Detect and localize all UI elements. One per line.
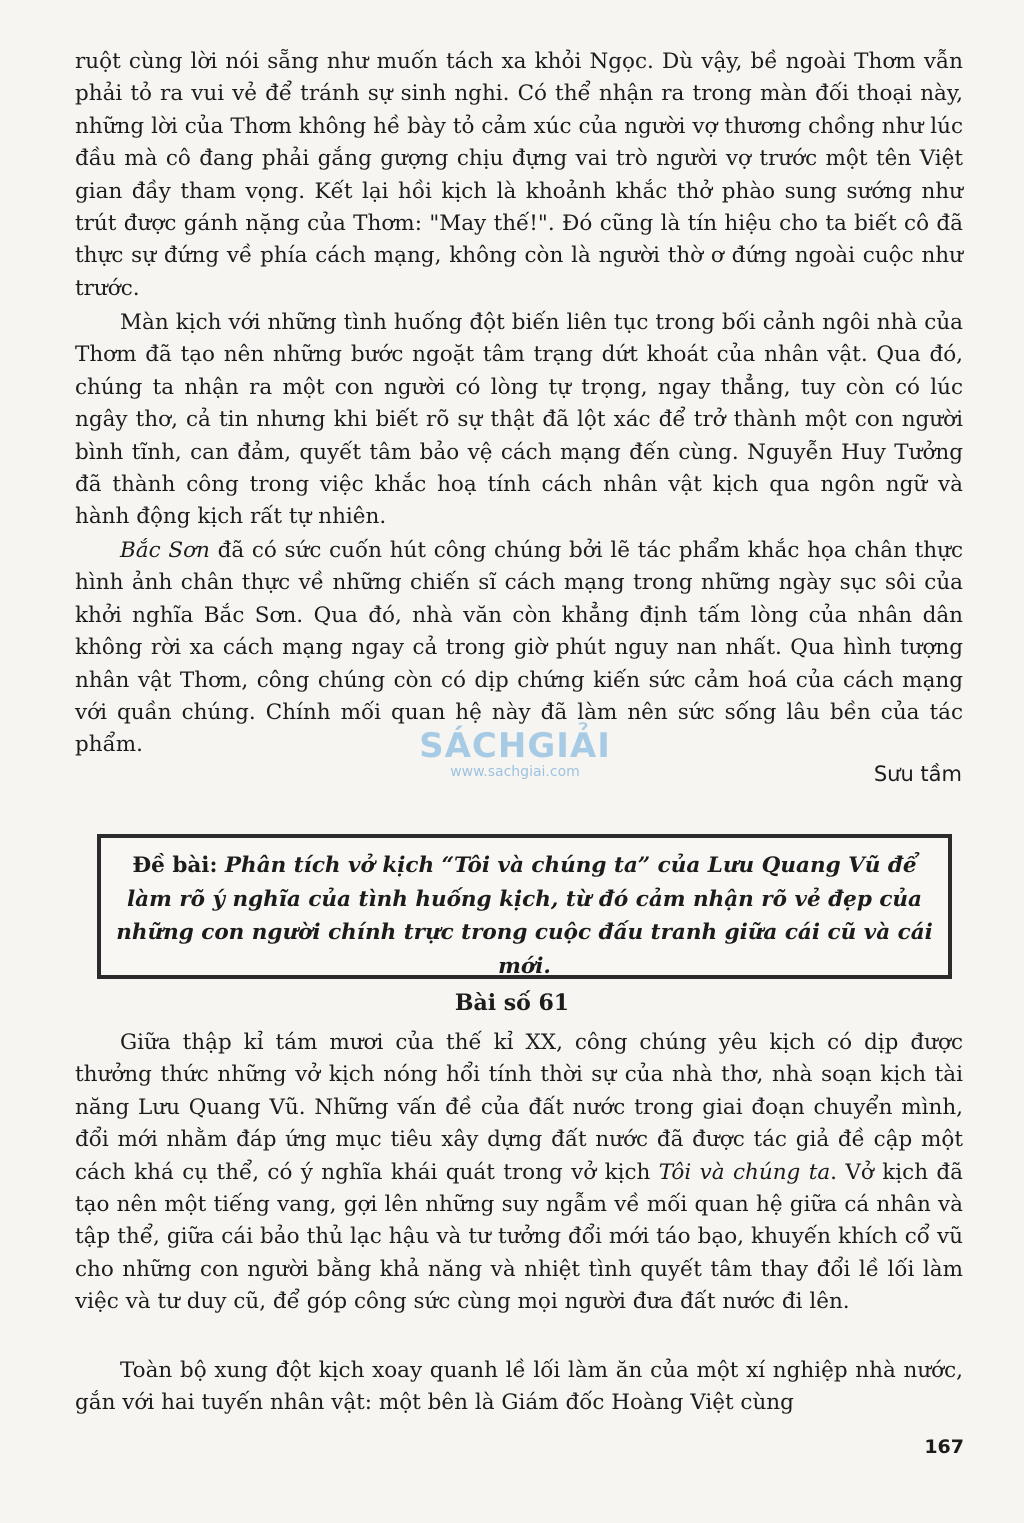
assignment-prompt-box	[97, 834, 952, 979]
page-number: 167	[924, 1436, 964, 1458]
paragraph-5	[75, 1027, 963, 1319]
paragraph-6: Toàn bộ xung đột kịch xoay quanh lề lối làm ăn của một xí nghiệp nhà nước, gắn với hai tuyến nhân vật: một bên là Giám đốc Hoàng Việt cùng	[75, 1358, 963, 1416]
source-note: Sưu tầm	[873, 762, 962, 786]
work-title-toi-va-chung-ta: Tôi và chúng ta	[658, 1159, 831, 1185]
section-title: Bài số 61	[454, 990, 570, 1016]
prompt-label: Đề bài:	[132, 853, 218, 878]
work-title-bac-son: Bắc Sơn	[120, 538, 210, 563]
watermark-url: www.sachgiai.com	[450, 764, 580, 780]
watermark-brand: SÁCHGIẢI	[419, 726, 611, 766]
prompt-body: Phân tích vở kịch “Tôi và chúng ta” của Lưu Quang Vũ để làm rõ ý nghĩa của tình huống kịch, từ đó cảm nhận rõ vẻ đẹp của những con người chính trực trong cuộc đấu tranh giữa cái cũ và cái mới.	[116, 853, 933, 979]
paragraph-5-part-a: Giữa thập kỉ tám mươi của thế kỉ XX, công chúng yêu kịch có dịp được thưởng thức những vở kịch nóng hổi tính thời sự của nhà thơ, nhà soạn kịch tài năng Lưu Quang Vũ. Những vấn đề của đất nước trong giai đoạn chuyển mình, đổi mới nhằm đáp ứng mục tiêu xây dựng đất nước đã được tác giả đề cập một cách khá cụ thể, có ý nghĩa khái quát trong vở kịch	[75, 1030, 963, 1185]
watermark-logo	[410, 726, 620, 780]
paragraph-3-body: đã có sức cuốn hút công chúng bởi lẽ tác phẩm khắc họa chân thực hình ảnh chân thực về những chiến sĩ cách mạng trong những ngày sục sôi của khởi nghĩa Bắc Sơn. Qua đó, nhà văn còn khẳng định tấm lòng của nhân dân không rời xa cách mạng ngay cả trong giờ phút nguy nan nhất. Qua hình tượng nhân vật Thơm, công chúng còn có dịp chứng kiến sức cảm hoá của cách mạng với quần chúng. Chính mối quan hệ này đã làm nên sức sống lâu bền của tác phẩm.	[75, 538, 963, 758]
paragraph-2: Màn kịch với những tình huống đột biến liên tục trong bối cảnh ngôi nhà của Thơm đã tạo nên những bước ngoặt tâm trạng dứt khoát của nhân vật. Qua đó, chúng ta nhận ra một con người có lòng tự trọng, ngay thẳng, tuy còn có lúc ngây thơ, cả tin nhưng khi biết rõ sự thật đã lột xác để trở thành một con người bình tĩnh, can đảm, quyết tâm bảo vệ cách mạng đến cùng. Nguyễn Huy Tưởng đã thành công trong việc khắc hoạ tính cách nhân vật kịch qua ngôn ngữ và hành động kịch rất tự nhiên.	[75, 310, 963, 530]
paragraph-5-part-b: . Vở kịch đã tạo nên một tiếng vang, gợi lên những suy ngẫm về mối quan hệ giữa cá nhân và tập thể, giữa cái bảo thủ lạc hậu và tư tưởng đổi mới táo bạo, khuyến khích cổ vũ cho những con người bằng khả năng và nhiệt tình quyết tâm thay đổi lề lối làm việc và tư duy cũ, để góp công sức cùng mọi người đưa đất nước đi lên.	[75, 1159, 963, 1315]
paragraph-1: ruột cùng lời nói sẵng như muốn tách xa khỏi Ngọc. Dù vậy, bề ngoài Thơm vẫn phải tỏ ra vui vẻ để tránh sự sinh nghi. Có thể nhận ra trong màn đối thoại này, những lời của Thơm không hề bày tỏ cảm xúc của người vợ thương chồng như lúc đầu mà cô đang phải gắng gượng chịu đựng vai trò người vợ trước một tên Việt gian đầy tham vọng. Kết lại hồi kịch là khoảnh khắc thở phào sung sướng như trút được gánh nặng của Thơm: "May thế!". Đó cũng là tín hiệu cho ta biết cô đã thực sự đứng về phía cách mạng, không còn là người thờ ơ đứng ngoài cuộc như trước.	[75, 49, 963, 301]
